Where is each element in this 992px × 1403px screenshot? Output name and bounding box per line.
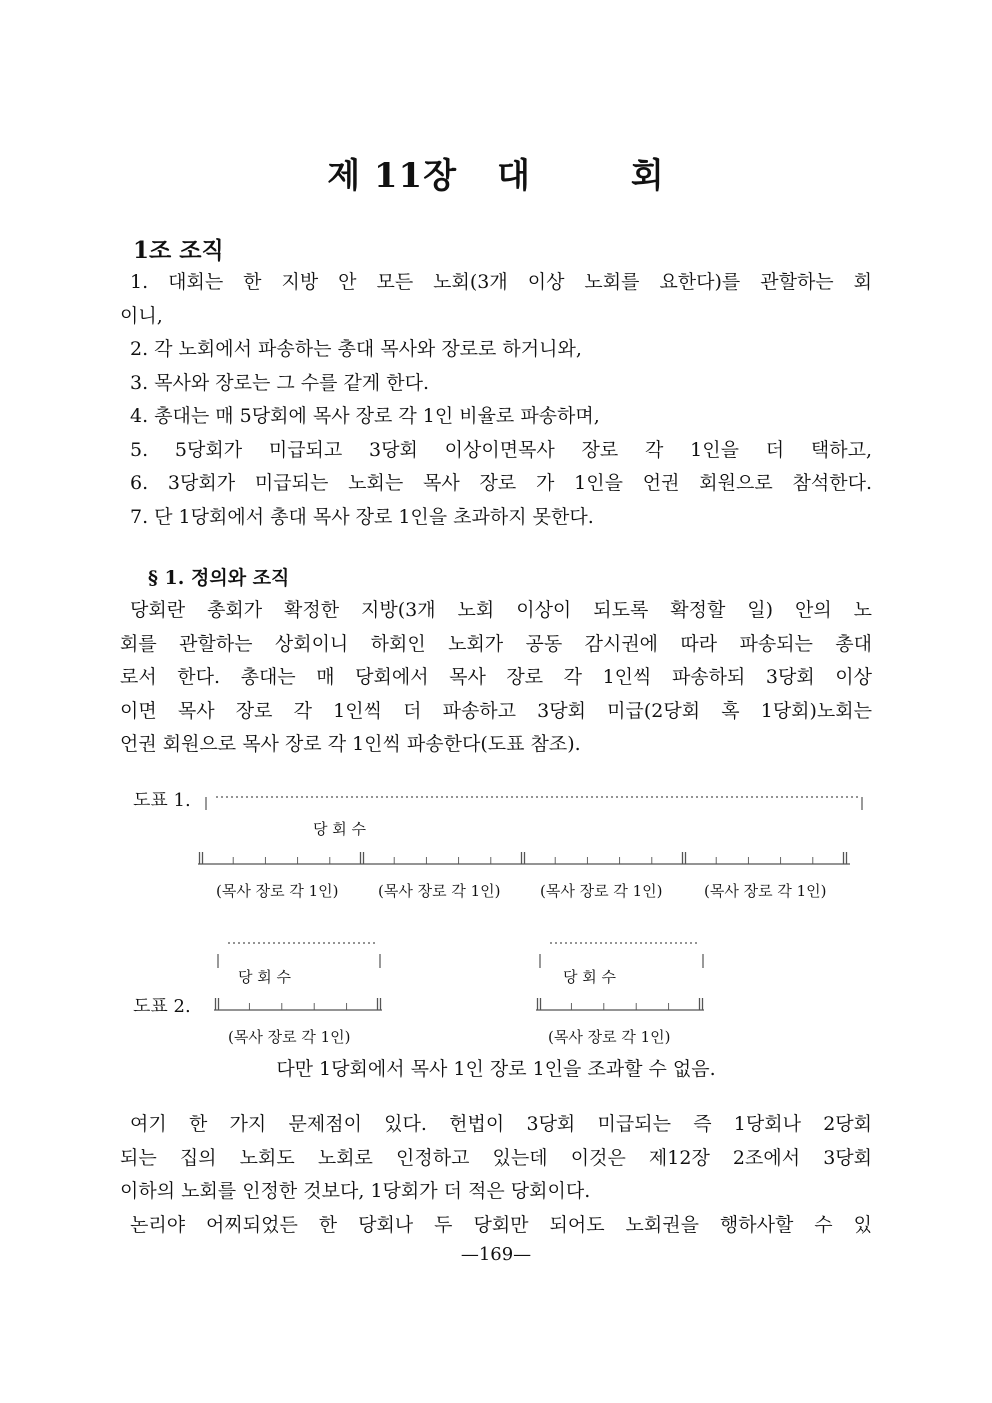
figure2-count-label-b: 당 회 수 (563, 968, 617, 986)
paragraph-line: 당회란 총회가 확정한 지방(3개 노회 이상이 되도록 확정할 일) 안의 노 (130, 599, 872, 621)
page-number: —169— (460, 1244, 532, 1265)
figure1-label: 도표 1. (133, 790, 191, 811)
figure1-group-label: (목사 장로 각 1인) (540, 882, 663, 900)
figure1-group-label: (목사 장로 각 1인) (378, 882, 501, 900)
list-item: 6. 3당회가 미급되는 노회는 목사 장로 가 1인을 언권 회원으로 참석한다. (130, 472, 872, 494)
paragraph-line: 이면 목사 장로 각 1인씩 더 파송하고 3당회 미급(2당회 혹 1당회)노회는 (120, 699, 872, 722)
subsection-heading: § 1. 정의와 조직 (148, 567, 290, 589)
chapter-title-char-1: 대 (497, 156, 531, 196)
closing-paragraph (120, 1108, 872, 1242)
figure2-group-label-b: (목사 장로 각 1인) (548, 1028, 671, 1046)
figure1-group-label: (목사 장로 각 1인) (704, 882, 827, 900)
paragraph-line: 논리야 어찌되었든 한 당회나 두 당회만 되어도 노회권을 행하사할 수 있 (130, 1213, 872, 1236)
list-item: 7. 단 1당회에서 총대 목사 장로 1인을 초과하지 못한다. (130, 505, 594, 528)
list-item: 4. 총대는 매 5당회에 목사 장로 각 1인 비율로 파송하며, (130, 405, 600, 427)
figure1-count-label: 당 회 수 (313, 820, 367, 838)
paragraph-line: 여기 한 가지 문제점이 있다. 헌법이 3당회 미급되는 즉 1당회나 2당회 (130, 1113, 872, 1135)
section-heading: 1조 조직 (133, 237, 224, 264)
chapter-title-char-2: 회 (630, 156, 665, 196)
figure1-group-label: (목사 장로 각 1인) (216, 882, 339, 900)
list-item: 2. 각 노회에서 파송하는 총대 목사와 장로로 하거니와, (130, 338, 582, 360)
figure2b-ticks (538, 998, 703, 1010)
paragraph-line: 회를 관할하는 상회이니 하회인 노회가 공동 감시권에 따라 파송되는 총대 (120, 632, 872, 655)
list-item: 이니, (120, 304, 163, 327)
figure1-ticks (200, 852, 847, 864)
figure2-group-label-a: (목사 장로 각 1인) (228, 1028, 351, 1046)
paragraph-line: 로서 한다. 총대는 매 당회에서 목사 장로 각 1인씩 파송하되 3당회 이상 (120, 666, 872, 688)
figure2a-ticks (216, 998, 381, 1010)
paragraph-line: 이하의 노회를 인정한 것보다, 1당회가 더 적은 당회이다. (120, 1180, 591, 1202)
figure2-label: 도표 2. (133, 996, 191, 1017)
list-item: 1. 대회는 한 지방 안 모든 노회(3개 이상 노회를 요한다)를 관할하는 회 (130, 271, 872, 293)
figure2-count-label-a: 당 회 수 (238, 968, 292, 986)
paragraph-line: 언권 회원으로 목사 장로 각 1인씩 파송한다(도표 참조). (120, 733, 581, 755)
list-item: 3. 목사와 장로는 그 수를 같게 한다. (130, 371, 430, 394)
chapter-title-number: 제 11장 (327, 156, 458, 196)
figure-note: 다만 1당회에서 목사 1인 장로 1인을 조과할 수 없음. (276, 1058, 716, 1080)
paragraph-line: 되는 집의 노회도 노회로 인정하고 있는데 이것은 제12장 2조에서 3당회 (120, 1146, 872, 1169)
list-item: 5. 5당회가 미급되고 3당회 이상이면목사 장로 각 1인을 더 택하고, (130, 438, 872, 461)
